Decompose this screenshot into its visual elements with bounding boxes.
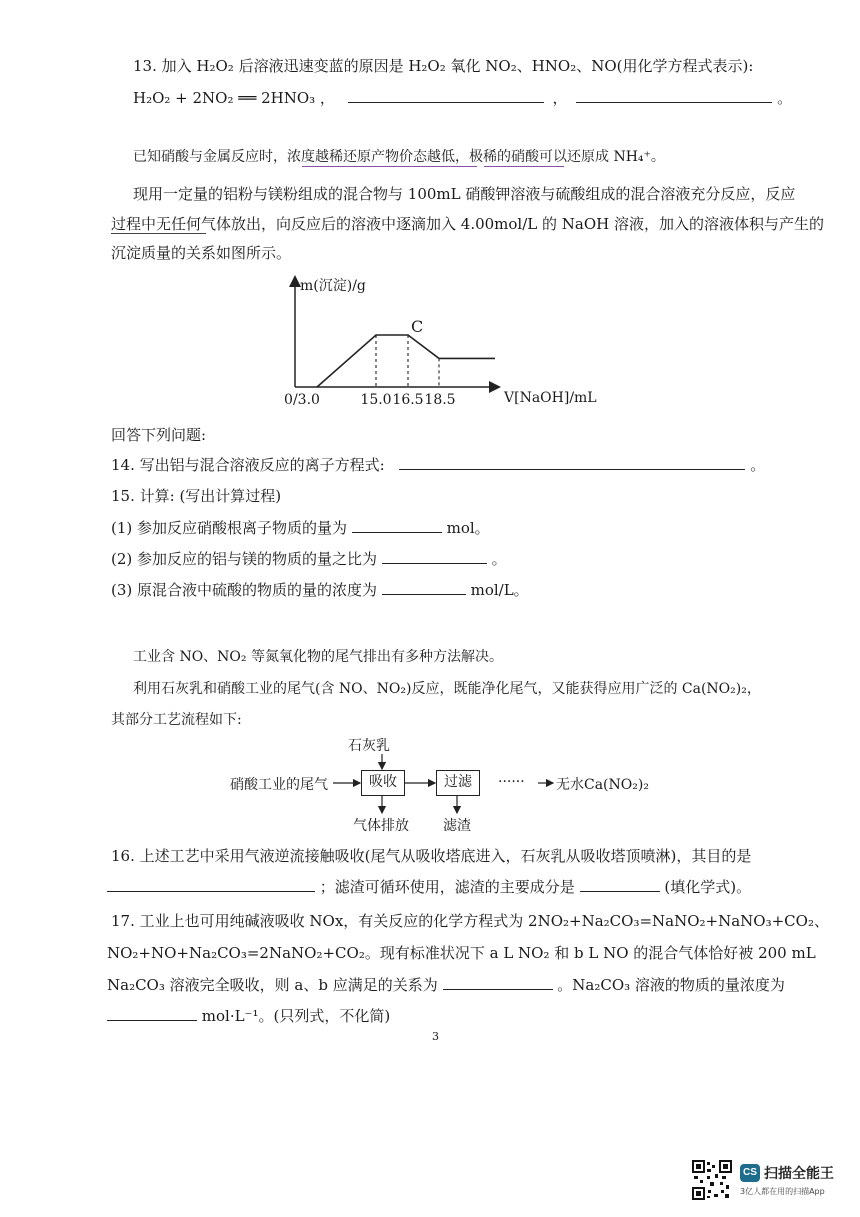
x-tick-label-3: 16.5	[392, 392, 424, 408]
flow-product: 无水Ca(NO₂)₂	[556, 777, 649, 793]
q17-line4-text: mol·L⁻¹。(只列式，不化简)	[201, 1007, 391, 1025]
q15-title: 15. 计算: (写出计算过程)	[111, 487, 282, 505]
passage1-line4: 沉淀质量的关系如图所示。	[111, 244, 292, 262]
x-tick-label-1: 0/3.0	[284, 392, 320, 408]
q17-line3	[107, 975, 785, 995]
passage2-line2: 利用石灰乳和硝酸工业的尾气(含 NO、NO₂)反应，既能净化尾气，又能获得应用广泛的 Ca(NO₂)₂，	[133, 681, 761, 697]
q16-blank-1[interactable]	[107, 877, 315, 892]
q16-blank-2[interactable]	[580, 877, 660, 892]
q13-text: 13. 加入 H₂O₂ 后溶液迅速变蓝的原因是 H₂O₂ 氧化 NO₂、HNO₂、NO(用化学方程式表示):	[133, 57, 754, 75]
y-axis-label: m(沉淀)/g	[300, 278, 366, 294]
q14-end: 。	[750, 456, 766, 474]
flow-out-residue: 滤渣	[443, 818, 471, 834]
x-tick-label-2: 15.0	[360, 392, 392, 408]
passage1-line3: 过程中无任何气体放出，向反应后的溶液中逐滴加入 4.00mol/L 的 NaOH 溶液，加入的溶液体积与产生的	[111, 215, 824, 233]
q15-p1-text: (1) 参加反应硝酸根离子物质的量为	[111, 519, 348, 537]
x-tick-label-4: 18.5	[424, 392, 456, 408]
q17-blank-1[interactable]	[443, 975, 553, 990]
flow-top-input: 石灰乳	[348, 738, 390, 754]
flow-out-gas: 气体排放	[353, 818, 409, 834]
q17-line4	[107, 1006, 390, 1026]
q15-p1-unit: mol。	[446, 519, 490, 537]
q15-p2-end: 。	[491, 550, 507, 568]
qr-code-icon	[692, 1160, 732, 1200]
x-axis-label: V[NaOH]/mL	[504, 390, 597, 406]
footer-brand: 扫描全能王	[764, 1166, 834, 1182]
q17-line2: NO₂+NO+Na₂CO₃=2NaNO₂+CO₂。现有标准状况下 a L NO₂ 和 b L NO 的混合气体恰好被 200 mL	[107, 944, 816, 962]
flow-source: 硝酸工业的尾气	[230, 777, 328, 793]
q14-text: 14. 写出铝与混合溶液反应的离子方程式:	[111, 456, 385, 474]
q15-p2-text: (2) 参加反应的铝与镁的物质的量之比为	[111, 550, 378, 568]
flow-box-filter: 过滤	[436, 770, 480, 796]
q15-p3-unit: mol/L。	[470, 581, 529, 599]
q16-line1: 16. 上述工艺中采用气液逆流接触吸收(尾气从吸收塔底进入，石灰乳从吸收塔顶喷淋)，其目的是	[111, 847, 752, 865]
handwritten-mark: C	[411, 317, 424, 336]
q17-blank-2[interactable]	[107, 1006, 197, 1021]
passage2-line1: 工业含 NO、NO₂ 等氮氧化物的尾气排出有多种方法解决。	[133, 649, 503, 665]
footer-tagline: 3亿人都在用的扫描App	[740, 1187, 825, 1196]
q16-line2	[107, 877, 751, 897]
passage2-line3: 其部分工艺流程如下:	[111, 712, 242, 728]
passage1-line2: 现用一定量的铝粉与镁粉组成的混合物与 100mL 硝酸钾溶液与硫酸组成的混合溶液充分反应，反应	[133, 185, 796, 203]
q15-p3-text: (3) 原混合液中硫酸的物质的量的浓度为	[111, 581, 378, 599]
q17-line3b: 。Na₂CO₃ 溶液的物质的量浓度为	[557, 976, 785, 994]
flow-dots: ······	[498, 774, 525, 790]
q16-mid: ；滤渣可循环使用，滤渣的主要成分是	[319, 878, 575, 896]
answer-prompt: 回答下列问题:	[111, 426, 207, 444]
page-number: 3	[432, 1030, 439, 1043]
q13-sep: ，	[552, 89, 568, 107]
passage1-line1: 已知硝酸与金属反应时，浓度越稀还原产物价态越低，极稀的硝酸可以还原成 NH₄⁺。	[133, 149, 665, 165]
q13-end: 。	[777, 89, 793, 107]
flow-box-absorb: 吸收	[361, 770, 405, 796]
cs-logo-icon: CS	[740, 1164, 760, 1182]
q13-eq1: H₂O₂ + 2NO₂ ══ 2HNO₃ ，	[133, 89, 335, 107]
q17-line3a: Na₂CO₃ 溶液完全吸收，则 a、b 应满足的关系为	[107, 976, 438, 994]
q16-end: (填化学式)。	[664, 878, 752, 896]
q17-line1: 17. 工业上也可用纯碱液吸收 NOx，有关反应的化学方程式为 2NO₂+Na₂CO₃=NaNO₂+NaNO₃+CO₂、	[111, 912, 829, 930]
